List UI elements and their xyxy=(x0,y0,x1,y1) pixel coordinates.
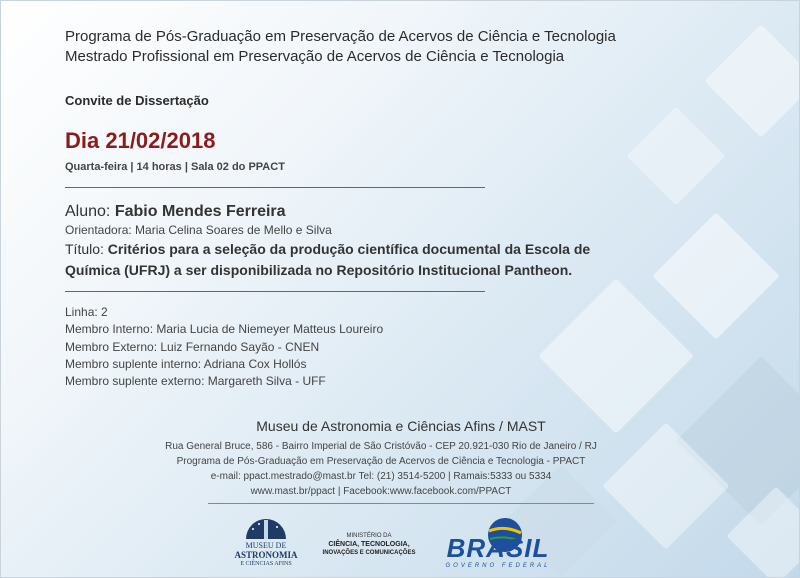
web-links: www.mast.br/ppact | Facebook:www.facebook.com/PPACT xyxy=(250,486,512,497)
research-line: Linha: 2 xyxy=(65,305,108,319)
committee-member: Membro Interno: Maria Lucia de Niemeyer Matteus Loureiro xyxy=(65,322,384,336)
thesis-title-line2: Química (UFRJ) a ser disponibilizada no Repositório Institucional Pantheon. xyxy=(65,262,573,278)
ministry-line: INOVAÇÕES E COMUNICAÇÕES xyxy=(322,550,416,556)
institution-name: Museu de Astronomia e Ciências Afins / MAST xyxy=(256,418,546,434)
museum-logo-line: MUSEU DE xyxy=(245,541,287,550)
ministry-line: CIÊNCIA, TECNOLOGIA, xyxy=(328,541,410,548)
brasil-logo xyxy=(433,513,563,575)
decor-diamond xyxy=(652,212,779,339)
program-footer: Programa de Pós-Graduação em Preservação de Acervos de Ciência e Tecnologia - PPACT xyxy=(176,456,586,467)
committee-member: Membro Externo: Luiz Fernando Sayão - CNEN xyxy=(65,340,320,354)
invite-label: Convite de Dissertação xyxy=(65,93,209,108)
divider xyxy=(208,503,594,504)
decor-diamond xyxy=(627,107,726,206)
thesis-title-line1 xyxy=(65,241,590,257)
divider xyxy=(65,187,485,188)
observatory-dome-icon xyxy=(231,511,301,541)
contact-info: e-mail: ppact.mestrado@mast.br Tel: (21) 3514-5200 | Ramais:5333 ou 5334 xyxy=(210,471,552,482)
ministry-logo xyxy=(319,533,419,573)
decor-diamond xyxy=(704,24,800,137)
museum-logo-line: E CIÊNCIAS AFINS xyxy=(240,561,292,567)
brasil-subtitle: GOVERNO FEDERAL xyxy=(445,563,551,569)
event-details: Quarta-feira | 14 horas | Sala 02 do PPACT xyxy=(65,161,285,173)
address: Rua General Bruce, 586 - Bairro Imperial de São Cristóvão - CEP 20.921-030 Rio de Janeiro / RJ xyxy=(165,441,597,452)
degree-name: Mestrado Profissional em Preservação de Acervos de Ciência e Tecnologia xyxy=(65,48,565,65)
title-label: Título: xyxy=(65,241,104,257)
museum-logo-line: ASTRONOMIA xyxy=(234,550,298,560)
committee-member: Membro suplente externo: Margareth Silva - UFF xyxy=(65,374,326,388)
student-name: Fabio Mendes Ferreira xyxy=(114,203,286,220)
program-name: Programa de Pós-Graduação em Preservação de Acervos de Ciência e Tecnologia xyxy=(65,28,616,45)
student-line xyxy=(65,203,286,221)
brasil-wordmark: BRASIL xyxy=(446,533,550,563)
decor-diamond xyxy=(538,278,694,434)
ministry-small: MINISTÉRIO DA xyxy=(346,533,392,539)
event-date: Dia 21/02/2018 xyxy=(65,128,216,153)
divider xyxy=(65,291,485,292)
thesis-title-part1: Critérios para a seleção da produção científica documental da Escola de xyxy=(107,241,591,257)
committee-member: Membro suplente interno: Adriana Cox Hollós xyxy=(65,357,307,371)
student-label: Aluno: xyxy=(65,203,111,220)
museum-logo xyxy=(231,511,301,575)
advisor: Orientadora: Maria Celina Soares de Mello e Silva xyxy=(65,223,332,237)
